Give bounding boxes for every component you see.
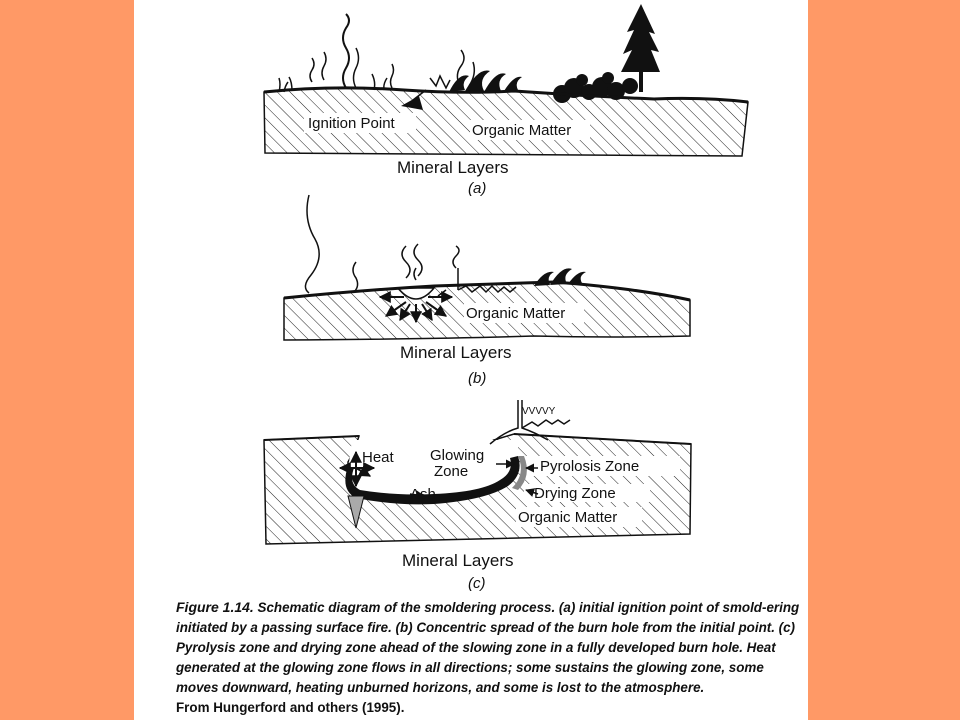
drying-zone-label: Drying Zone [534, 485, 616, 502]
smoldering-diagram [134, 0, 808, 600]
figure-caption [176, 597, 806, 718]
svg-text:VVVVY: VVVVY [522, 406, 556, 417]
panel-a [264, 4, 748, 197]
organic-matter-label-a: Organic Matter [472, 122, 572, 139]
smoke-b [305, 195, 459, 293]
ash-label: Ash [410, 486, 436, 503]
pyrolosis-zone-label: Pyrolosis Zone [540, 458, 640, 475]
mineral-layers-label-a: Mineral Layers [397, 158, 509, 177]
zone-label: Zone [434, 463, 469, 480]
figure-page [134, 0, 808, 720]
panel-c-tag: (c) [468, 575, 486, 592]
flames-a [449, 70, 522, 93]
panel-c [264, 400, 691, 592]
glowing-label: Glowing [430, 447, 485, 464]
panel-a-tag: (a) [468, 180, 487, 197]
organic-matter-label-b: Organic Matter [466, 305, 566, 322]
caption-source: From Hungerford and others (1995). [176, 700, 405, 715]
panel-b-tag: (b) [468, 370, 487, 387]
mineral-layers-label-b: Mineral Layers [400, 343, 512, 362]
organic-matter-label-c: Organic Matter [518, 509, 618, 526]
figure-id: Figure 1.14. [176, 599, 254, 615]
panel-b [284, 195, 690, 387]
caption-text: Schematic diagram of the smoldering process. (a) initial ignition point of smold-ering initiated by a passing surface fire. (b) Concentric spread of the burn hole from the initial point. (c) Pyrolysis zone and drying zone ahead of the slowing zone in a fully developed burn hole. Heat generated at the glowing zone flows in all directions; some sustains the glowing zone, some moves downward, heating unburned horizons, and some is lost to the atmosphere. [176, 600, 800, 695]
ignition-point-label: Ignition Point [308, 115, 395, 132]
mineral-layers-label-c: Mineral Layers [402, 551, 514, 570]
heat-label: Heat [362, 449, 394, 466]
surface-vegetation-a [279, 14, 474, 92]
